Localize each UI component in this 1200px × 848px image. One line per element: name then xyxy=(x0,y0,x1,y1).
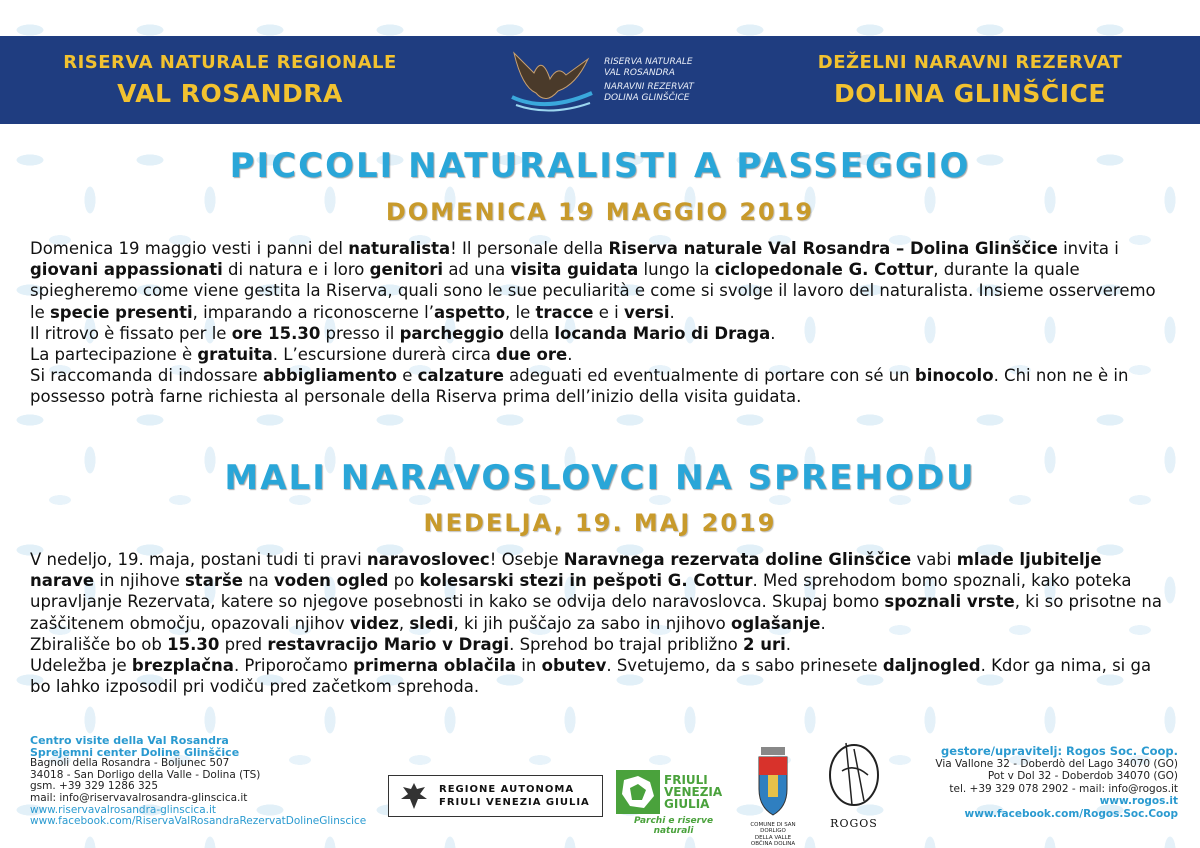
visitor-center-name-sl: Sprejemni center Doline Glinščice xyxy=(30,745,240,759)
italian-body xyxy=(30,238,1170,408)
slovene-paragraph-3: Udeležba je brezplačna. Priporočamo primerna oblačila in obutev. Svetujemo, da s sabo prinesete daljnogled. Kdor ga nima, si ga bo lahko izposodil pri vodiču pred začetkom sprehoda. xyxy=(30,656,1152,697)
visitor-center-website-link[interactable]: www.riservavalrosandra-glinscica.it xyxy=(30,803,217,816)
comune-line3: OBČINA DOLINA xyxy=(750,841,796,847)
reserve-logo xyxy=(460,36,740,124)
slovene-paragraph-2: Zbirališče bo ob 15.30 pred restavracijo Mario v Dragi. Sprehod bo trajal približno 2 uri. xyxy=(30,634,792,654)
parchi-line1: FRIULI xyxy=(664,773,708,787)
slovene-date: NEDELJA, 19. MAJ 2019 xyxy=(423,509,777,537)
logo-line1: RISERVA NATURALE xyxy=(604,56,693,67)
manager-website-link[interactable]: www.rogos.it xyxy=(1099,795,1178,807)
visitor-center-facebook-link[interactable]: www.facebook.com/RiservaValRosandraRezervatDolineGlinscice xyxy=(30,815,367,828)
regione-fvg-line1: REGIONE AUTONOMA xyxy=(439,784,575,795)
visitor-center-name-it: Centro visite della Val Rosandra xyxy=(30,734,229,747)
visitor-center-city: 34018 - San Dorligo della Valle - Dolina (TS) xyxy=(30,768,261,781)
header-right xyxy=(740,52,1200,108)
regione-fvg-text xyxy=(439,783,590,809)
slovene-body xyxy=(30,549,1170,697)
logo-line2: VAL ROSANDRA xyxy=(604,67,675,78)
rogos-name: ROGOS xyxy=(830,817,878,830)
parchi-tagline: Parchi e riserve naturali xyxy=(633,816,714,836)
slovene-title: MALI NARAVOSLOVCI NA SPREHODU xyxy=(224,458,976,498)
italian-paragraph-2: Il ritrovo è fissato per le ore 15.30 presso il parcheggio della locanda Mario di Draga. xyxy=(30,323,776,343)
region-map-icon xyxy=(616,770,660,814)
manager-name: gestore/upravitelj: Rogos Soc. Coop. xyxy=(941,744,1178,758)
italian-date: DOMENICA 19 MAGGIO 2019 xyxy=(385,198,815,226)
manager-address-it: Via Vallone 32 - Doberdò del Lago 34070 (GO) xyxy=(935,757,1178,770)
italian-title: PICCOLI NATURALISTI A PASSEGGIO xyxy=(229,146,971,186)
parchi-line2: VENEZIA xyxy=(664,785,723,799)
visitor-center-email[interactable]: mail: info@riservavalrosandra-glinscica.it xyxy=(30,791,248,804)
italian-paragraph-3: La partecipazione è gratuita. L’escursione durerà circa due ore. xyxy=(30,345,573,365)
header-left xyxy=(0,52,460,108)
manager-phone-email[interactable]: tel. +39 329 078 2902 - mail: info@rogos.it xyxy=(949,782,1178,795)
parchi-fvg-logo xyxy=(616,770,731,836)
eagle-icon xyxy=(397,779,431,813)
header-left-line2: VAL ROSANDRA xyxy=(117,79,343,108)
comune-line1: COMUNE DI SAN DORLIGO xyxy=(750,821,796,834)
comune-logo xyxy=(742,745,804,845)
regione-fvg-line2: FRIULI VENEZIA GIULIA xyxy=(439,797,590,808)
italian-paragraph-4: Si raccomanda di indossare abbigliamento e calzature adeguati ed eventualmente di portare con sé un binocolo. Chi non ne è in possesso potrà farne richiesta al personale della Riserva prima dell’inizio della visita guidata. xyxy=(30,366,1129,407)
header-left-line1: RISERVA NATURALE REGIONALE xyxy=(63,52,397,73)
header-band xyxy=(0,36,1200,124)
manager-address-sl: Pot v Dol 32 - Doberdob 34070 (GO) xyxy=(987,770,1178,782)
regione-fvg-logo xyxy=(388,775,603,817)
logo-line4: DOLINA GLINŠČICE xyxy=(604,92,690,103)
visitor-center-phone: gsm. +39 329 1286 325 xyxy=(30,780,159,793)
comune-line2: DELLA VALLE xyxy=(754,834,792,841)
bat-icon xyxy=(506,45,596,115)
manager-facebook-link[interactable]: www.facebook.com/Rogos.Soc.Coop xyxy=(964,807,1178,820)
italian-paragraph-1: Domenica 19 maggio vesti i panni del naturalista! Il personale della Riserva naturale Val Rosandra – Dolina Glinščice invita i giovani appassionati di natura e i loro genitori ad una visita guidata lungo la ciclopedonale G. Cottur, durante la quale spiegheremo come viene gestita la Riserva, quali sono le sue peculiarità e come si svolge il lavoro del naturalista. Insieme osserveremo le specie presenti, imparando a riconoscerne l’aspetto, le tracce e i versi. xyxy=(30,239,1156,322)
header-right-line1: DEŽELNI NARAVNI REZERVAT xyxy=(817,52,1123,73)
logo-text xyxy=(604,57,694,104)
coat-of-arms-icon xyxy=(753,745,793,819)
header-right-line2: DOLINA GLINŠČICE xyxy=(834,79,1106,108)
logo-line3: NARAVNI REZERVAT xyxy=(604,81,694,92)
parchi-line3: GIULIA xyxy=(664,797,710,811)
visitor-center-contacts xyxy=(30,735,410,828)
visitor-center-address: Bagnoli della Rosandra - Boljunec 507 xyxy=(30,757,230,770)
slovene-paragraph-1: V nedeljo, 19. maja, postani tudi ti pravi naravoslovec! Osebje Naravnega rezervata doline Glinščice vabi mlade ljubitelje narave in njihove starše na voden ogled po kolesarski stezi in pešpoti G. Cottur. Med sprehodom bomo spoznali, kako poteka upravljanje Rezervata, katere so njegove posebnosti in kako se odvija delo naravoslovca. Skupaj bomo spoznali vrste, ki so prisotne na zaščitenem območju, opazovali njihov videz, sledi, ki jih puščajo za sabo in njihovo oglašanje. xyxy=(30,550,1162,633)
manager-contacts xyxy=(858,745,1178,820)
